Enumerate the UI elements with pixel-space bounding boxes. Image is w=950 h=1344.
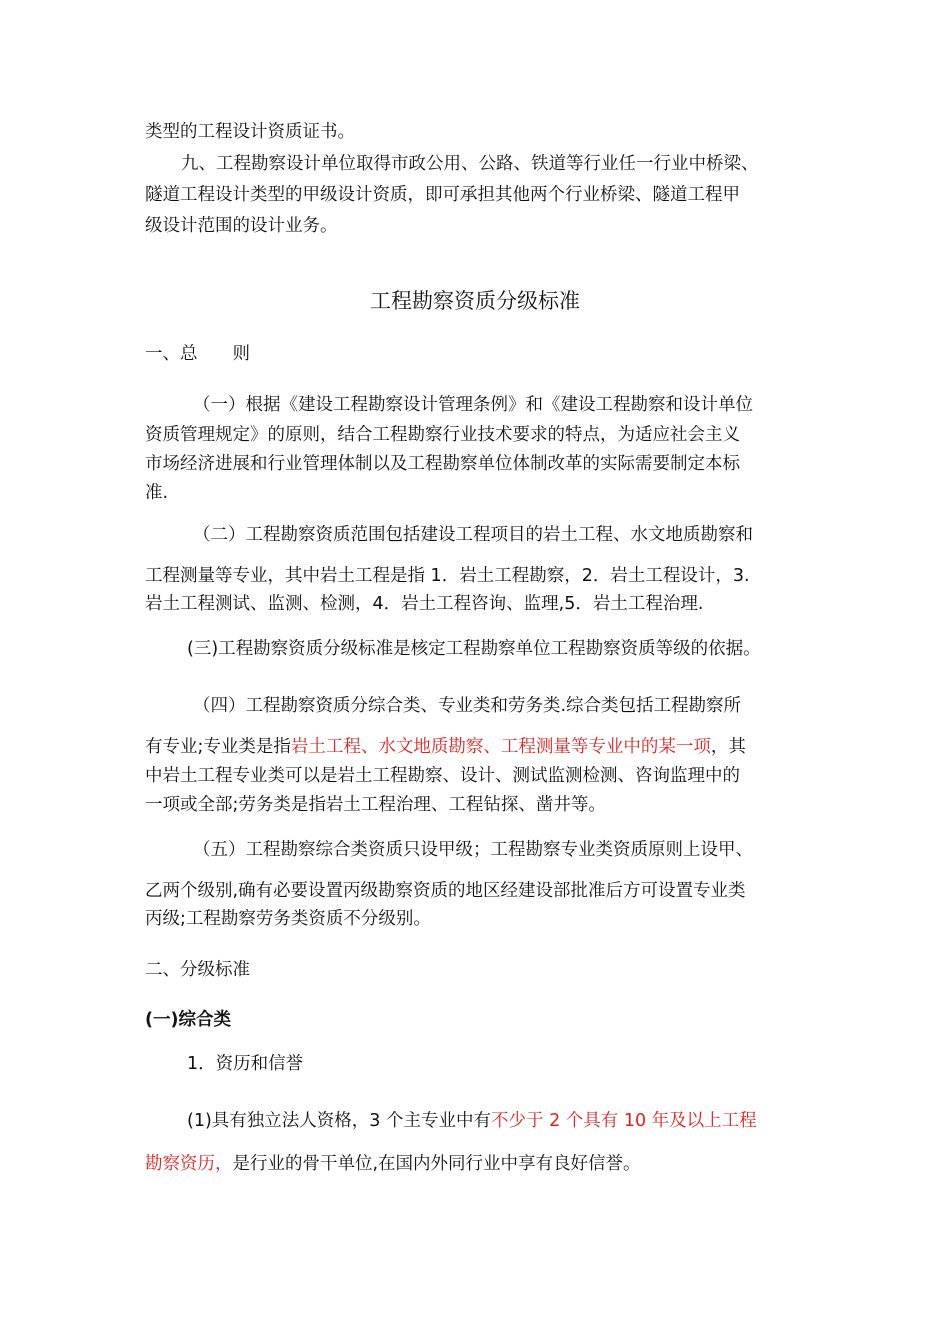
s2p1-line-1-part-a: (1)具有独立法人资格，3 个主专业中有: [187, 1111, 491, 1131]
section2-heading: 二、分级标准: [145, 960, 250, 980]
s2p1-highlight-2: 勘察资历，: [145, 1154, 233, 1174]
s1p5-line-1: （五）工程勘察综合类资质只设甲级；工程勘察专业类资质原则上设甲、: [193, 840, 753, 860]
s1p5-line-2: 乙两个级别,确有必要设置丙级勘察资质的地区经建设部批准后方可设置专业类: [145, 881, 746, 901]
s1p2-line-1: （二）工程勘察资质范围包括建设工程项目的岩土工程、水文地质勘察和: [193, 525, 753, 545]
s1p2-line-3: 岩土工程测试、监测、检测，4．岩土工程咨询、监理,5．岩土工程治理.: [145, 594, 704, 614]
s1p3-line-1: (三)工程勘察资质分级标准是核定工程勘察单位工程勘察资质等级的依据。: [187, 639, 761, 659]
s2p1-line-2-part-b: 是行业的骨干单位,在国内外同行业中享有良好信誉。: [232, 1154, 641, 1174]
s1p1-line-3: 市场经济进展和行业管理体制以及工程勘察单位体制改革的实际需要制定本标: [145, 454, 740, 474]
s1p1-line-1: （一）根据《建设工程勘察设计管理条例》和《建设工程勘察和设计单位: [193, 395, 753, 415]
s2p1-line-1: [187, 1109, 757, 1133]
s1p4-line-2: [145, 735, 746, 759]
section2-item1: 1．资历和信誉: [187, 1054, 304, 1074]
section1-heading: 一、总 则: [145, 344, 250, 364]
s1p1-line-2: 资质管理规定》的原则，结合工程勘察行业技术要求的特点，为适应社会主义: [145, 425, 740, 445]
intro-line-1: 类型的工程设计资质证书。: [145, 122, 355, 142]
intro-line-4: 级设计范围的设计业务。: [145, 216, 338, 236]
intro-line-2: 九、工程勘察设计单位取得市政公用、公路、铁道等行业任一行业中桥梁、: [181, 154, 759, 174]
s1p1-line-4: 准.: [145, 483, 169, 503]
s1p4-line-4: 一项或全部;劳务类是指岩土工程治理、工程钻探、凿井等。: [145, 795, 606, 815]
intro-line-3: 隧道工程设计类型的甲级设计资质，即可承担其他两个行业桥梁、隧道工程甲: [145, 185, 740, 205]
s1p4-line-2-part-c: ，其: [710, 737, 746, 757]
s2p1-highlight-1: 不少于 2 个具有 10 年及以上工程: [491, 1111, 757, 1131]
section2-sub1: (一)综合类: [145, 1010, 231, 1030]
s1p4-line-3: 中岩土工程专业类可以是岩土工程勘察、设计、测试监测检测、咨询监理中的: [145, 766, 740, 786]
s1p4-line-2-part-a: 有专业;专业类是指: [145, 737, 291, 757]
s1p5-line-3: 丙级;工程勘察劳务类资质不分级别。: [145, 909, 431, 929]
document-title: 工程勘察资质分级标准: [370, 289, 580, 313]
s1p4-highlight: 岩土工程、水文地质勘察、工程测量等专业中的某一项: [290, 737, 711, 757]
s1p2-line-2: 工程测量等专业，其中岩土工程是指 1．岩土工程勘察，2．岩土工程设计，3.: [145, 566, 750, 586]
s2p1-line-2: [145, 1152, 641, 1176]
s1p4-line-1: （四）工程勘察资质分综合类、专业类和劳务类.综合类包括工程勘察所: [193, 696, 742, 716]
